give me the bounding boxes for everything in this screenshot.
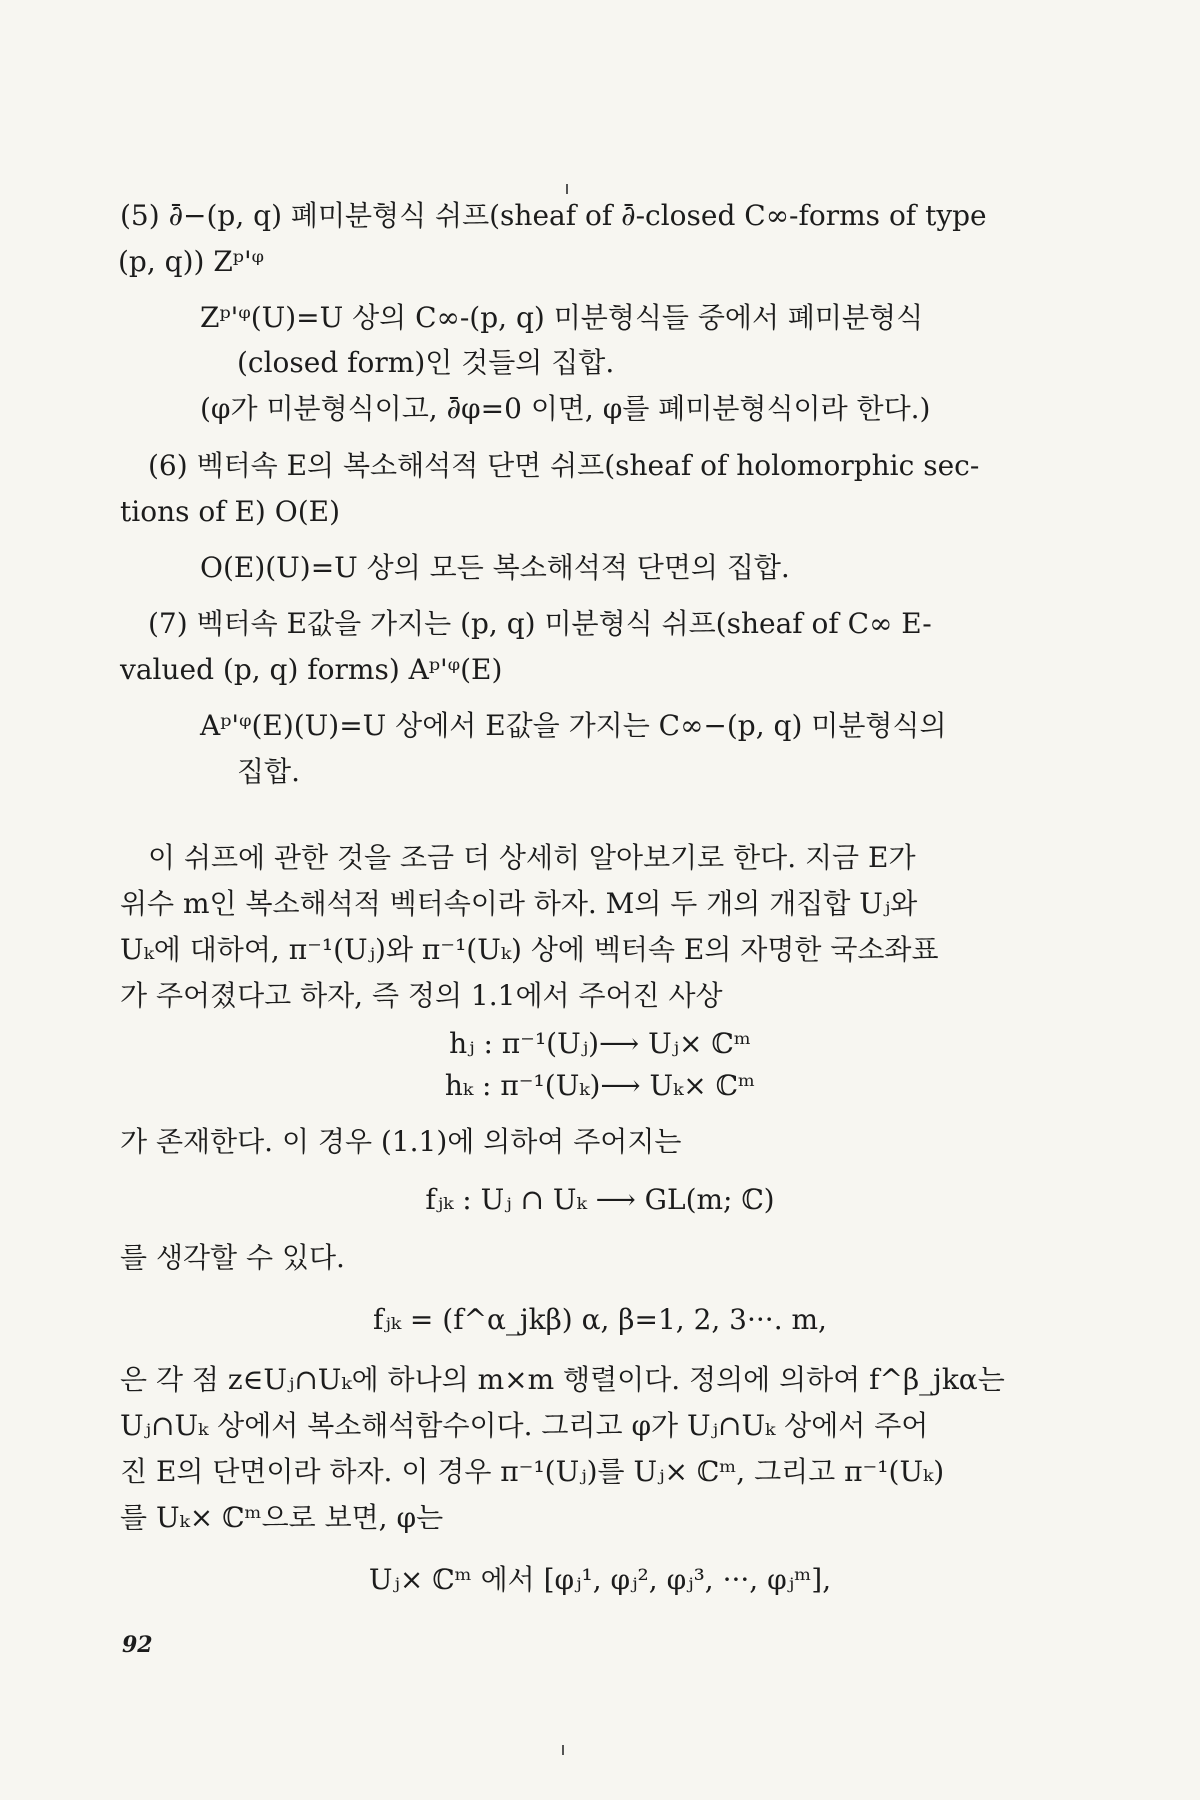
paragraph-line: Uₖ에 대하여, π⁻¹(Uⱼ)와 π⁻¹(Uₖ) 상에 벡터속 E의 자명한 국소좌표	[120, 933, 939, 966]
paragraph-line: 위수 m인 복소해석적 벡터속이라 하자. M의 두 개의 개집합 Uⱼ와	[120, 887, 918, 920]
item-7-heading: (7) 벡터속 E값을 가지는 (p, q) 미분형식 쉬프(sheaf of C∞ E-	[148, 607, 932, 640]
paragraph-line: 은 각 점 z∈Uⱼ∩Uₖ에 하나의 m×m 행렬이다. 정의에 의하여 f^β_jkα는	[120, 1363, 1005, 1396]
item-5-definition: Zᵖ'ᵠ(U)=U 상의 C∞-(p, q) 미분형식들 중에서 폐미분형식	[200, 301, 924, 334]
item-5-note: (φ가 미분형식이고, ∂̄φ=0 이면, φ를 폐미분형식이라 한다.)	[200, 392, 931, 425]
item-7-heading-cont: valued (p, q) forms) Aᵖ'ᵠ(E)	[120, 653, 503, 686]
page-number: 92	[122, 1632, 153, 1658]
equation-fjk-matrix: fⱼₖ = (f^α_jkβ) α, β=1, 2, 3···. m,	[373, 1303, 827, 1336]
paragraph-line: 를 생각할 수 있다.	[120, 1241, 345, 1274]
equation-hj: hⱼ : π⁻¹(Uⱼ)⟶ Uⱼ× ℂᵐ	[449, 1027, 751, 1060]
item-6-heading: (6) 벡터속 E의 복소해석적 단면 쉬프(sheaf of holomorphic sec-	[148, 449, 980, 482]
item-7-definition-cont: 집합.	[237, 755, 300, 788]
item-5-heading: (5) ∂̄−(p, q) 폐미분형식 쉬프(sheaf of ∂̄-closed C∞-forms of type	[120, 199, 987, 232]
paragraph-line: 진 E의 단면이라 하자. 이 경우 π⁻¹(Uⱼ)를 Uⱼ× ℂᵐ, 그리고 π⁻¹(Uₖ)	[120, 1455, 945, 1488]
scan-mark	[562, 1745, 564, 1755]
paragraph-line: 를 Uₖ× ℂᵐ으로 보면, φ는	[120, 1501, 444, 1534]
paragraph-line: 가 주어졌다고 하자, 즉 정의 1.1에서 주어진 사상	[120, 979, 723, 1012]
item-5-definition-cont: (closed form)인 것들의 집합.	[237, 346, 615, 379]
equation-phi-components: Uⱼ× ℂᵐ 에서 [φⱼ¹, φⱼ², φⱼ³, ···, φⱼᵐ],	[368, 1563, 832, 1596]
paragraph-line: 가 존재한다. 이 경우 (1.1)에 의하여 주어지는	[120, 1125, 682, 1158]
paragraph-line: 이 쉬프에 관한 것을 조금 더 상세히 알아보기로 한다. 지금 E가	[148, 841, 916, 874]
equation-fjk-map: fⱼₖ : Uⱼ ∩ Uₖ ⟶ GL(m; ℂ)	[425, 1183, 775, 1216]
item-6-definition: O(E)(U)=U 상의 모든 복소해석적 단면의 집합.	[200, 551, 790, 584]
equation-hk: hₖ : π⁻¹(Uₖ)⟶ Uₖ× ℂᵐ	[444, 1069, 756, 1102]
paragraph-line: Uⱼ∩Uₖ 상에서 복소해석함수이다. 그리고 φ가 Uⱼ∩Uₖ 상에서 주어	[120, 1409, 929, 1442]
item-7-definition: Aᵖ'ᵠ(E)(U)=U 상에서 E값을 가지는 C∞−(p, q) 미분형식의	[200, 709, 947, 742]
scan-mark	[566, 184, 568, 194]
item-6-heading-cont: tions of E) O(E)	[120, 495, 340, 528]
item-5-heading-cont: (p, q)) Zᵖ'ᵠ	[118, 245, 265, 278]
